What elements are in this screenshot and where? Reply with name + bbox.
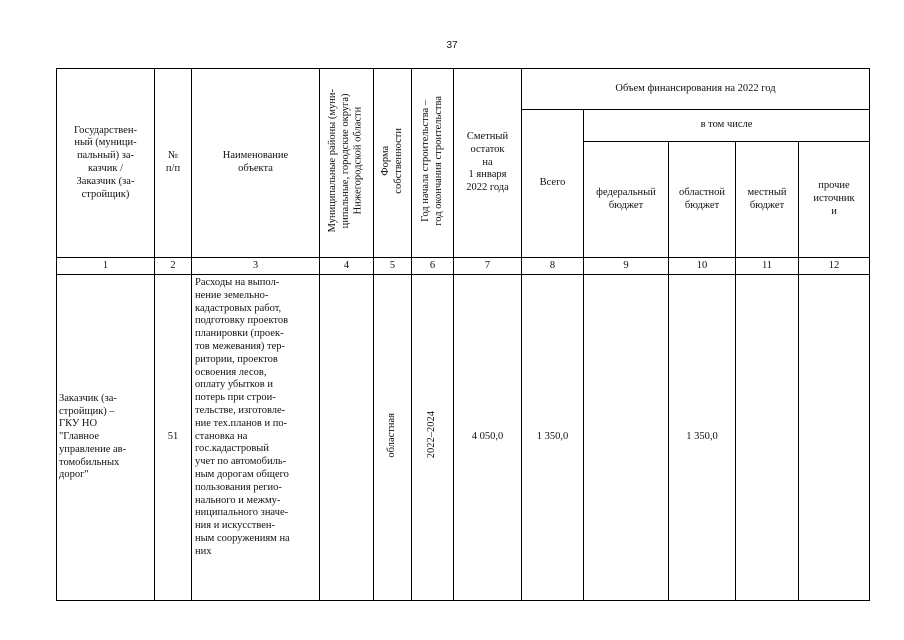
header-federal: федеральный бюджет bbox=[584, 142, 669, 258]
header-years-cell bbox=[412, 69, 454, 258]
header-customer: Государствен- ный (муници- пальный) за- казчик / Заказчик (за- стройщик) bbox=[57, 69, 155, 258]
header-municipal-cell bbox=[320, 69, 374, 258]
col-num-3: 3 bbox=[192, 258, 320, 275]
financing-table bbox=[56, 68, 870, 601]
header-municipal: Муниципальные районы (муни- ципальные, городские округа) Нижегородской области bbox=[327, 88, 364, 233]
col-num-6: 6 bbox=[412, 258, 454, 275]
row-local bbox=[736, 275, 799, 601]
col-num-7: 7 bbox=[454, 258, 522, 275]
row-regional: 1 350,0 bbox=[669, 275, 736, 601]
row-federal bbox=[584, 275, 669, 601]
row-municipal bbox=[320, 275, 374, 601]
row-number: 51 bbox=[155, 275, 192, 601]
col-num-2: 2 bbox=[155, 258, 192, 275]
row-years-cell bbox=[412, 275, 454, 601]
header-funding: Объем финансирования на 2022 год bbox=[522, 69, 870, 110]
row-ownership-cell bbox=[374, 275, 412, 601]
page-number: 37 bbox=[446, 40, 458, 51]
header-remaining: Сметный остаток на 1 января 2022 года bbox=[454, 69, 522, 258]
row-object-name: Расходы на выпол- нение земельно- кадастровых работ, подготовку проектов планировки (проек- тов межевания) тер- ритории, проектов освоения лесов, оплату убытков и потерь при строи- тельстве, изготовле- ние тех.планов и по- становка на гос.кадастровый учет по автомобиль- ным дорогам общего пользования регио- нального и межму- ниципального значе- ния и искусствен- ным сооружениям на них bbox=[192, 275, 320, 601]
col-num-10: 10 bbox=[669, 258, 736, 275]
col-num-9: 9 bbox=[584, 258, 669, 275]
column-number-row bbox=[57, 258, 870, 275]
header-other: прочие источник и bbox=[799, 142, 870, 258]
header-total: Всего bbox=[522, 110, 584, 258]
col-num-5: 5 bbox=[374, 258, 412, 275]
header-local: местный бюджет bbox=[736, 142, 799, 258]
header-years: Год начала строительства – год окончания строительства bbox=[419, 95, 444, 226]
header-number: № п/п bbox=[155, 69, 192, 258]
row-total: 1 350,0 bbox=[522, 275, 584, 601]
row-ownership: областная bbox=[386, 412, 398, 458]
col-num-8: 8 bbox=[522, 258, 584, 275]
col-num-1: 1 bbox=[57, 258, 155, 275]
row-customer: Заказчик (за- стройщик) – ГКУ НО "Главное управление ав- томобильных дорог" bbox=[57, 275, 155, 601]
col-num-11: 11 bbox=[736, 258, 799, 275]
header-ownership: Форма собственности bbox=[379, 127, 404, 194]
row-other bbox=[799, 275, 870, 601]
header-including: в том числе bbox=[584, 110, 870, 142]
header-ownership-cell bbox=[374, 69, 412, 258]
col-num-4: 4 bbox=[320, 258, 374, 275]
row-remaining: 4 050,0 bbox=[454, 275, 522, 601]
table-row bbox=[57, 275, 870, 601]
col-num-12: 12 bbox=[799, 258, 870, 275]
row-years: 2022–2024 bbox=[426, 411, 438, 459]
header-regional: областной бюджет bbox=[669, 142, 736, 258]
header-object-name: Наименование объекта bbox=[192, 69, 320, 258]
